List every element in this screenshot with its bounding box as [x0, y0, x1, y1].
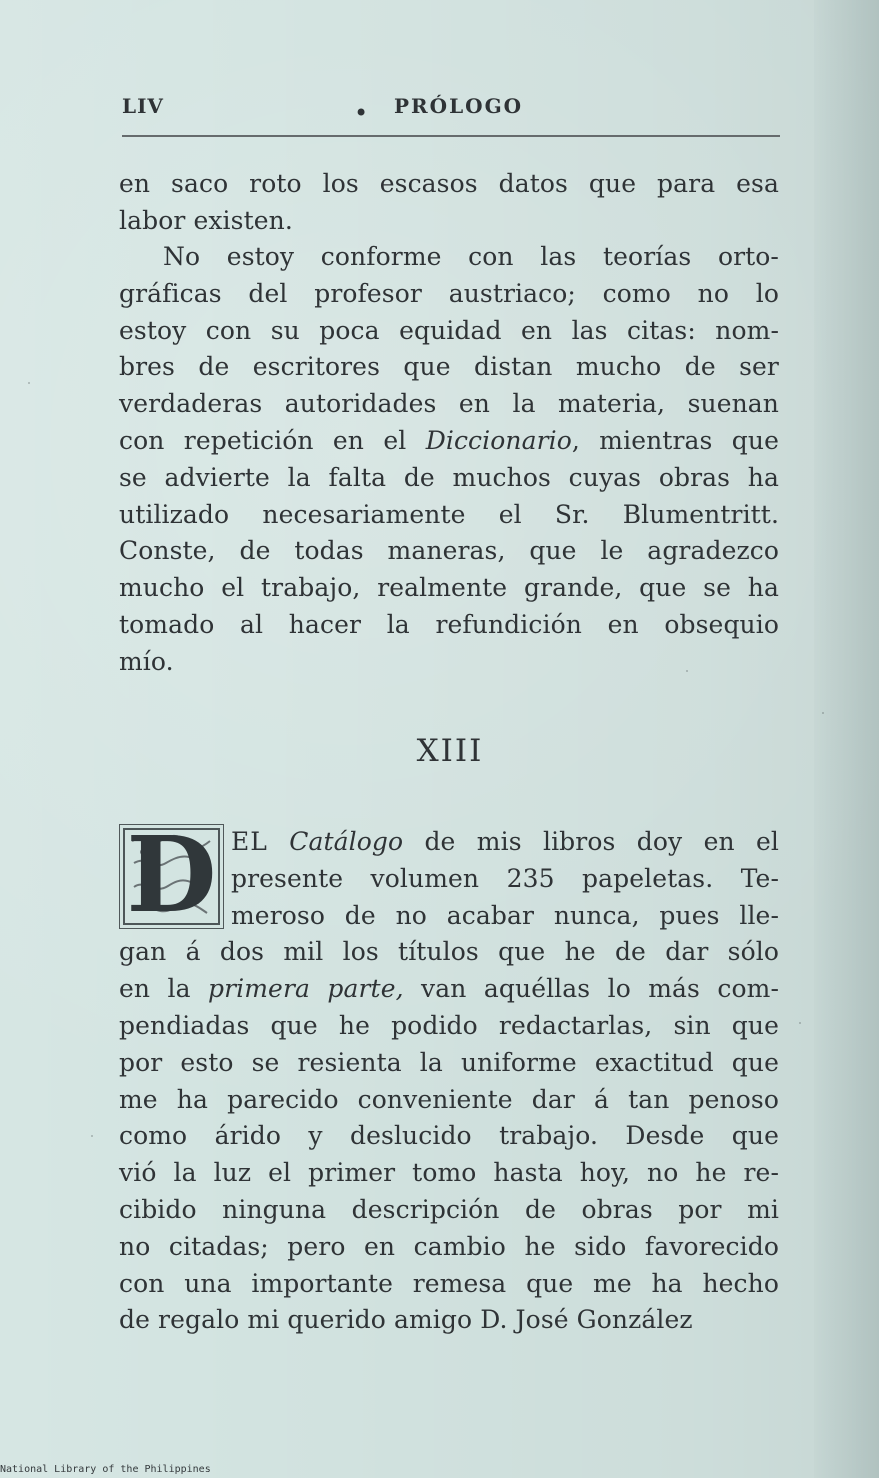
italic-phrase: primera parte,: [208, 974, 404, 1004]
text-line: Conste, de todas maneras, que le agradezco: [119, 536, 779, 566]
text-line: como árido y deslucido trabajo. Desde que: [119, 1121, 779, 1151]
text-line: utilizado necesariamente el Sr. Blumentritt.: [119, 499, 779, 529]
text-fragment: en la: [119, 974, 208, 1004]
paragraph-2: [119, 239, 779, 681]
text-line: presente volumen 235 papeletas. Te-: [231, 863, 779, 893]
text-line: No estoy conforme con las teorías orto-: [163, 242, 779, 271]
text-line: se advierte la falta de muchos cuyas obras ha: [119, 462, 779, 492]
paper-speck: [28, 382, 30, 384]
italic-title: Catálogo: [289, 827, 404, 856]
text-fragment: con repetición en el: [119, 425, 426, 455]
header-dot: •: [354, 99, 369, 127]
paper-speck: [686, 670, 688, 672]
text-fragment: de mis libros doy en el: [403, 827, 780, 856]
text-line: estoy con su poca equidad en las citas: nom-: [119, 315, 779, 345]
text-line: de regalo mi querido amigo D. José González: [119, 1305, 693, 1335]
text-line: vió la luz el primer tomo hasta hoy, no he re-: [119, 1158, 779, 1188]
page-number: LIV: [122, 94, 164, 118]
text-line-with-initial: [119, 824, 779, 861]
text-line: me ha parecido conveniente dar á tan penoso: [119, 1084, 779, 1114]
text-fragment: , mientras que: [571, 425, 779, 455]
text-line: no citadas; pero en cambio he sido favorecido: [119, 1231, 779, 1261]
text-line: cibido ninguna descripción de obras por mi: [119, 1194, 779, 1224]
text-fragment: van aquéllas lo más com-: [403, 974, 779, 1004]
italic-title: Diccionario: [425, 425, 572, 455]
text-line-with-italic: [119, 423, 779, 460]
text-line: gráficas del profesor austriaco; como no lo: [119, 278, 779, 308]
text-line: bres de escritores que distan mucho de ser: [119, 352, 779, 382]
text-line: pendiadas que he podido redactarlas, sin que: [119, 1010, 779, 1040]
text-line: tomado al hacer la refundición en obsequio: [119, 609, 779, 639]
text-line: mucho el trabajo, realmente grande, que se ha: [119, 573, 779, 603]
running-head: PRÓLOGO: [394, 94, 524, 118]
paragraph-1: [119, 166, 779, 240]
text-line: por esto se resienta la uniforme exactitud que: [119, 1047, 779, 1077]
small-caps-word: EL: [231, 827, 268, 856]
text-line: verdaderas autoridades en la materia, suenan: [119, 389, 779, 419]
paper-speck: [91, 1135, 93, 1137]
paper-speck: [822, 712, 824, 714]
text-line: mío.: [119, 646, 174, 676]
page-header: [122, 91, 780, 137]
text-line-with-italic: [119, 971, 779, 1008]
section-heading: XIII: [416, 733, 484, 769]
library-credit: National Library of the Philippines: [0, 1464, 211, 1475]
text-line: labor existen.: [119, 205, 293, 235]
paper-speck: [799, 1022, 801, 1024]
text-line: con una importante remesa que me ha hecho: [119, 1268, 779, 1298]
text-line: gan á dos mil los títulos que he de dar sólo: [119, 937, 779, 967]
initial-letter: D: [126, 812, 217, 936]
text-line: en saco roto los escasos datos que para esa: [119, 169, 779, 198]
text-line: meroso de no acabar nunca, pues lle-: [231, 900, 779, 930]
paragraph-3: [119, 812, 780, 1339]
